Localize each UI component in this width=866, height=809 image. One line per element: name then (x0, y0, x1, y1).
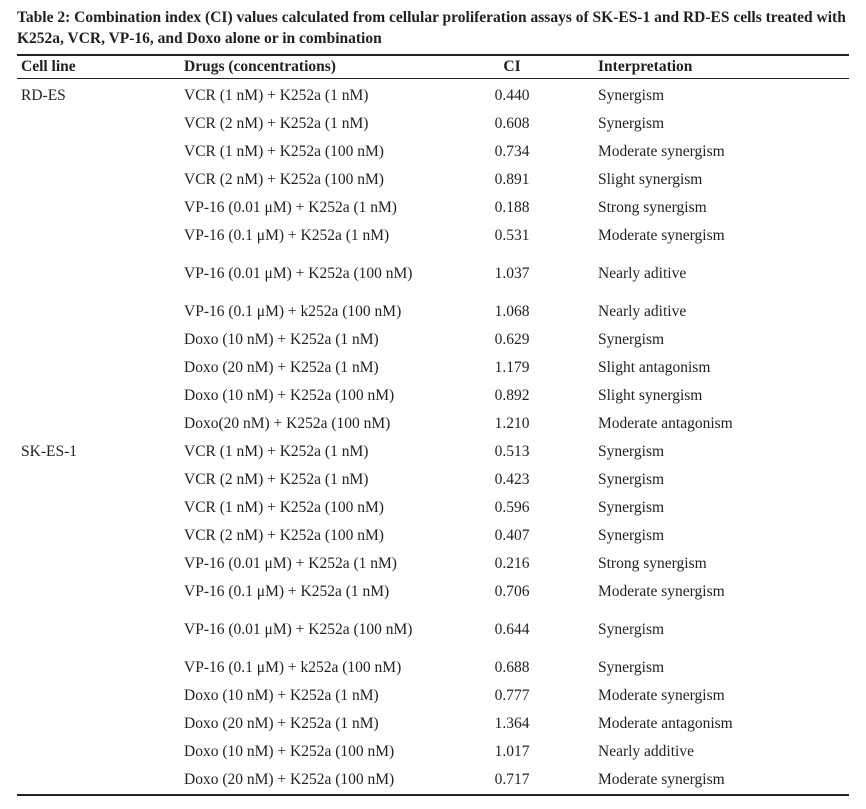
interpretation: Synergism (598, 443, 665, 460)
drug-combination: Doxo (10 nM) + K252a (1 nM) (184, 687, 379, 704)
interpretation: Synergism (598, 115, 665, 132)
drug-combination: VP-16 (0.1 μM) + K252a (1 nM) (184, 227, 390, 244)
interpretation: Synergism (598, 471, 665, 488)
ci-value: 0.216 (494, 555, 530, 572)
drug-combination: VP-16 (0.1 μM) + k252a (100 nM) (184, 303, 402, 320)
drug-combination: Doxo(20 nM) + K252a (100 nM) (184, 415, 391, 432)
ci-value: 0.777 (494, 687, 530, 704)
ci-value: 0.717 (494, 771, 530, 788)
ci-value: 0.891 (494, 171, 530, 188)
drug-combination: VP-16 (0.01 μM) + K252a (1 nM) (184, 555, 397, 572)
interpretation: Slight synergism (598, 387, 703, 404)
ci-value: 0.596 (494, 499, 530, 516)
ci-value: 1.068 (494, 303, 530, 320)
header-interpretation: Interpretation (598, 58, 693, 75)
ci-value: 1.017 (494, 743, 530, 760)
table-row (17, 138, 849, 166)
ci-value: 0.644 (494, 621, 530, 638)
table-row (17, 82, 849, 110)
drug-combination: VP-16 (0.01 μM) + K252a (100 nM) (184, 265, 413, 282)
table-caption: Table 2: Combination index (CI) values calculated from cellular proliferation assays of SK-ES-1 and RD-ES cells treated with K252a, VCR, VP-16, and Doxo alone or in combination (17, 9, 846, 47)
drug-combination: VCR (1 nM) + K252a (100 nM) (184, 499, 384, 516)
ci-value: 0.608 (494, 115, 530, 132)
drug-combination: VCR (1 nM) + K252a (1 nM) (184, 87, 369, 104)
drug-combination: VCR (1 nM) + K252a (100 nM) (184, 143, 384, 160)
interpretation: Slight synergism (598, 171, 703, 188)
ci-value: 0.407 (494, 527, 530, 544)
ci-value: 0.629 (494, 331, 530, 348)
header-rule (17, 78, 849, 79)
header-ci: CI (503, 58, 521, 75)
interpretation: Moderate synergism (598, 771, 725, 788)
drug-combination: Doxo (20 nM) + K252a (1 nM) (184, 715, 379, 732)
table-row (17, 578, 849, 606)
ci-value: 0.188 (494, 199, 530, 216)
drug-combination: VCR (2 nM) + K252a (1 nM) (184, 115, 369, 132)
drug-combination: VCR (2 nM) + K252a (100 nM) (184, 171, 384, 188)
interpretation: Synergism (598, 87, 665, 104)
table-row (17, 354, 849, 382)
interpretation: Strong synergism (598, 199, 707, 216)
interpretation: Synergism (598, 331, 665, 348)
ci-value: 0.423 (494, 471, 530, 488)
table-row (17, 326, 849, 354)
table-row (17, 410, 849, 438)
ci-value: 0.513 (494, 443, 530, 460)
drug-combination: Doxo (10 nM) + K252a (100 nM) (184, 743, 395, 760)
interpretation: Moderate synergism (598, 583, 725, 600)
table-row (17, 682, 849, 710)
header-drugs: Drugs (concentrations) (184, 58, 336, 75)
drug-combination: VP-16 (0.01 μM) + K252a (1 nM) (184, 199, 397, 216)
interpretation: Moderate antagonism (598, 715, 733, 732)
table-row (17, 710, 849, 738)
table-row (17, 222, 849, 250)
drug-combination: Doxo (20 nM) + K252a (1 nM) (184, 359, 379, 376)
interpretation: Synergism (598, 659, 665, 676)
table-row (17, 466, 849, 494)
interpretation: Moderate synergism (598, 227, 725, 244)
ci-value: 0.531 (494, 227, 530, 244)
drug-combination: Doxo (20 nM) + K252a (100 nM) (184, 771, 395, 788)
drug-combination: Doxo (10 nM) + K252a (100 nM) (184, 387, 395, 404)
drug-combination: VCR (2 nM) + K252a (100 nM) (184, 527, 384, 544)
drug-combination: VP-16 (0.1 μM) + k252a (100 nM) (184, 659, 402, 676)
table-row (17, 766, 849, 794)
cell-line: SK-ES-1 (21, 443, 77, 460)
table-row (17, 166, 849, 194)
ci-value: 1.364 (494, 715, 530, 732)
table-bottom-rule (17, 794, 849, 796)
table-row (17, 298, 849, 326)
header-cell-line: Cell line (21, 58, 76, 75)
table-row (17, 654, 849, 682)
ci-value: 0.734 (494, 143, 530, 160)
ci-value: 1.210 (494, 415, 530, 432)
table-row (17, 606, 849, 654)
interpretation: Moderate synergism (598, 143, 725, 160)
table-row (17, 738, 849, 766)
table-row (17, 250, 849, 298)
interpretation: Strong synergism (598, 555, 707, 572)
ci-value: 0.440 (494, 87, 530, 104)
table-row (17, 382, 849, 410)
interpretation: Moderate antagonism (598, 415, 733, 432)
table-row (17, 194, 849, 222)
cell-line: RD-ES (21, 87, 66, 104)
table-top-rule (17, 54, 849, 56)
interpretation: Synergism (598, 527, 665, 544)
table-row (17, 550, 849, 578)
ci-value: 1.179 (494, 359, 530, 376)
drug-combination: Doxo (10 nM) + K252a (1 nM) (184, 331, 379, 348)
interpretation: Nearly aditive (598, 303, 687, 320)
drug-combination: VP-16 (0.01 μM) + K252a (100 nM) (184, 621, 413, 638)
interpretation: Moderate synergism (598, 687, 725, 704)
interpretation: Synergism (598, 621, 665, 638)
ci-value: 1.037 (494, 265, 530, 282)
table-row (17, 522, 849, 550)
table-row (17, 110, 849, 138)
table-row (17, 438, 849, 466)
drug-combination: VP-16 (0.1 μM) + K252a (1 nM) (184, 583, 390, 600)
drug-combination: VCR (1 nM) + K252a (1 nM) (184, 443, 369, 460)
interpretation: Nearly aditive (598, 265, 687, 282)
interpretation: Nearly additive (598, 743, 694, 760)
table-row (17, 494, 849, 522)
ci-value: 0.688 (494, 659, 530, 676)
drug-combination: VCR (2 nM) + K252a (1 nM) (184, 471, 369, 488)
interpretation: Slight antagonism (598, 359, 711, 376)
interpretation: Synergism (598, 499, 665, 516)
ci-value: 0.892 (494, 387, 530, 404)
ci-value: 0.706 (494, 583, 530, 600)
